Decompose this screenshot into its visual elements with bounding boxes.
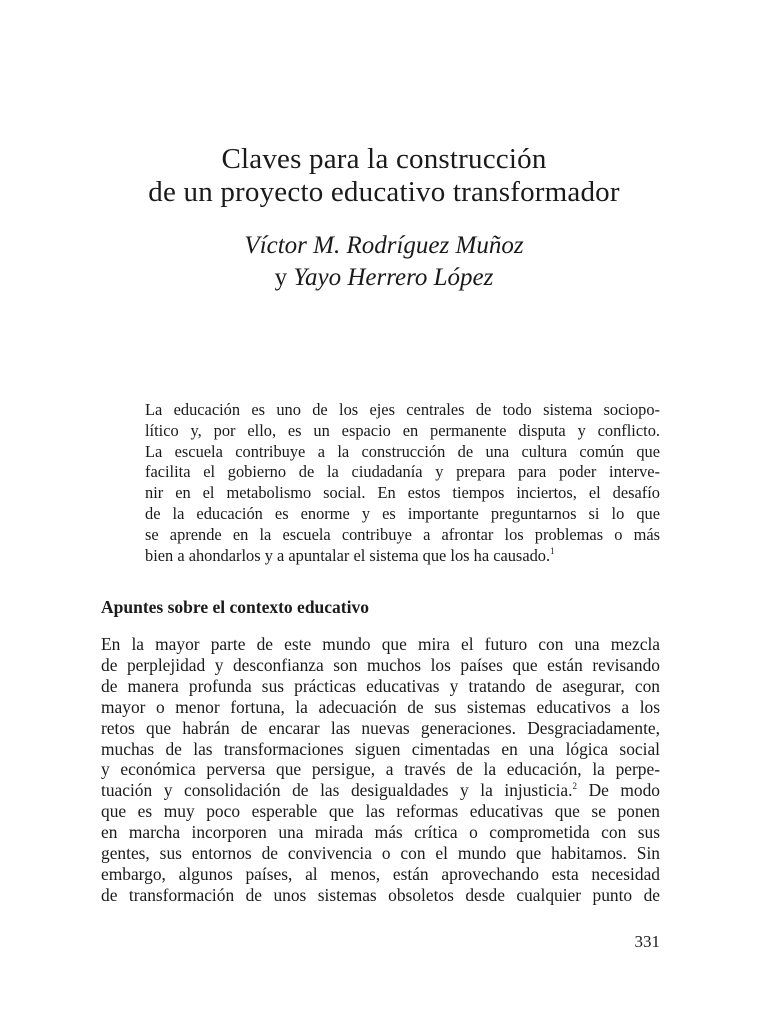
abstract-line: de la educación es enorme y es importante preguntarnos si lo que	[145, 503, 660, 523]
abstract-line-last	[145, 546, 660, 567]
body-line: que es muy poco esperable que las reformas educativas que se ponen	[101, 801, 660, 822]
abstract-line: La escuela contribuye a la construcción de una cultura común que	[145, 441, 660, 461]
chapter-title	[60, 143, 708, 209]
body-line: En la mayor parte de este mundo que mira el futuro con una mezcla	[101, 634, 660, 654]
body-paragraph	[101, 634, 660, 906]
author-line-2	[60, 262, 708, 294]
abstract-line: se aprende en la escuela contribuye a afrontar los problemas o más	[145, 524, 660, 544]
body-line: mayor o menor fortuna, la adecuación de sus sistemas educativos a los	[101, 696, 660, 717]
author-2: Yayo Herrero López	[293, 264, 494, 291]
author-1: Víctor M. Rodríguez Muñoz	[244, 232, 524, 259]
body-line: de transformación de unos sistemas obsoletos desde cualquier punto de	[101, 884, 660, 905]
abstract-line: lítico y, por ello, es un espacio en permanente disputa y conflicto.	[145, 420, 660, 440]
body-line: embargo, algunos países, al menos, están aprovechando esta necesidad	[101, 863, 660, 884]
body-line: de perplejidad y desconfianza son muchos los países que están revisando	[101, 654, 660, 675]
abstract-line: facilita el gobierno de la ciudadanía y prepara para poder interve-	[145, 462, 660, 482]
footnote-ref-1[interactable]: 1	[550, 545, 555, 556]
author-byline	[60, 230, 708, 294]
body-line-text: tuación y consolidación de las desigualdades y la injusticia.	[101, 780, 573, 801]
body-line: de manera profunda sus prácticas educativas y tratando de asegurar, con	[101, 675, 660, 696]
abstract-line: La educación es uno de los ejes centrales de todo sistema sociopo-	[145, 400, 660, 419]
title-line-1: Claves para la construcción	[221, 143, 547, 175]
body-line: gentes, sus entornos de convivencia o con el mundo que habitamos. Sin	[101, 843, 660, 864]
page-number: 331	[634, 932, 660, 951]
author-line-1	[60, 230, 708, 262]
body-line: y económica perversa que persigue, a través de la educación, la perpe-	[101, 759, 660, 780]
body-line-with-footnote	[101, 780, 660, 801]
body-line: retos que habrán de encarar las nuevas generaciones. Desgraciadamente,	[101, 717, 660, 738]
title-line-2: de un proyecto educativo transformador	[148, 176, 620, 208]
footnote-ref-2[interactable]: 2	[572, 781, 577, 792]
author-connector: y	[274, 264, 288, 291]
abstract-paragraph	[145, 400, 660, 566]
abstract-line: nir en el metabolismo social. En estos tiempos inciertos, el desafío	[145, 483, 660, 503]
body-line-tail: De modo	[588, 780, 661, 801]
section-heading: Apuntes sobre el contexto educativo	[101, 597, 369, 617]
abstract-line-text: bien a ahondarlos y a apuntalar el sistema que los ha causado.	[145, 545, 551, 565]
body-line: en marcha incorporen una mirada más crítica o comprometida con sus	[101, 822, 660, 843]
body-line: muchas de las transformaciones siguen cimentadas en una lógica social	[101, 738, 660, 759]
